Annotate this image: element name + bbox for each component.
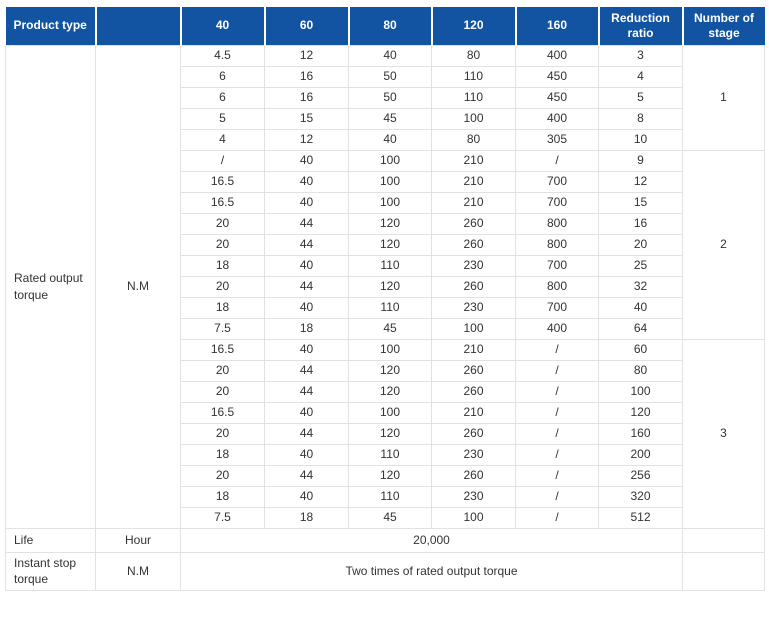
torque-value-cell: 210 [432, 150, 516, 171]
torque-value-cell: 260 [432, 276, 516, 297]
torque-value-cell: 12 [265, 129, 349, 150]
torque-value-cell: 60 [599, 339, 683, 360]
torque-value-cell: 100 [432, 318, 516, 339]
torque-value-cell: 7.5 [181, 507, 265, 528]
header-size-80: 80 [349, 7, 432, 45]
torque-value-cell: 120 [349, 423, 432, 444]
header-product-type: Product type [6, 7, 96, 45]
torque-value-cell: 120 [349, 465, 432, 486]
torque-value-cell: 110 [349, 255, 432, 276]
torque-value-cell: 260 [432, 360, 516, 381]
torque-value-cell: 40 [265, 339, 349, 360]
torque-value-cell: / [516, 486, 599, 507]
torque-value-cell: / [516, 507, 599, 528]
torque-value-cell: 100 [349, 192, 432, 213]
header-size-120: 120 [432, 7, 516, 45]
footer-blank-cell [683, 552, 765, 590]
torque-value-cell: 120 [349, 381, 432, 402]
torque-value-cell: 700 [516, 171, 599, 192]
product-spec-table [5, 7, 765, 591]
torque-value-cell: 160 [599, 423, 683, 444]
torque-value-cell: 50 [349, 87, 432, 108]
footer-blank-cell [683, 528, 765, 552]
footer-unit-cell: Hour [96, 528, 181, 552]
torque-value-cell: 20 [599, 234, 683, 255]
torque-value-cell: 512 [599, 507, 683, 528]
torque-value-cell: 16.5 [181, 171, 265, 192]
torque-value-cell: 260 [432, 213, 516, 234]
footer-label-cell: Instant stop torque [6, 552, 96, 590]
torque-value-cell: 305 [516, 129, 599, 150]
torque-value-cell: 700 [516, 297, 599, 318]
torque-value-cell: / [516, 423, 599, 444]
torque-value-cell: 20 [181, 213, 265, 234]
torque-value-cell: / [516, 444, 599, 465]
torque-value-cell: 16.5 [181, 339, 265, 360]
torque-value-cell: 20 [181, 381, 265, 402]
torque-value-cell: 200 [599, 444, 683, 465]
torque-value-cell: 110 [349, 444, 432, 465]
footer-unit-cell: N.M [96, 552, 181, 590]
torque-value-cell: / [516, 150, 599, 171]
torque-value-cell: 110 [349, 486, 432, 507]
torque-value-cell: 4 [599, 66, 683, 87]
torque-value-cell: 16.5 [181, 402, 265, 423]
torque-value-cell: 40 [265, 150, 349, 171]
torque-value-cell: 80 [432, 45, 516, 66]
torque-value-cell: 80 [599, 360, 683, 381]
footer-label-cell: Life [6, 528, 96, 552]
torque-value-cell: 45 [349, 108, 432, 129]
torque-value-cell: 100 [349, 402, 432, 423]
torque-value-cell: 15 [265, 108, 349, 129]
torque-value-cell: 4.5 [181, 45, 265, 66]
torque-value-cell: 450 [516, 66, 599, 87]
header-reduction-ratio: Reduction ratio [599, 7, 683, 45]
torque-value-cell: 40 [265, 297, 349, 318]
torque-value-cell: / [516, 381, 599, 402]
footer-value-cell: 20,000 [181, 528, 683, 552]
torque-value-cell: 9 [599, 150, 683, 171]
torque-value-cell: 110 [432, 87, 516, 108]
torque-value-cell: 210 [432, 339, 516, 360]
torque-value-cell: 32 [599, 276, 683, 297]
torque-value-cell: 44 [265, 213, 349, 234]
header-number-of-stage: Number of stage [683, 7, 765, 45]
torque-value-cell: 18 [181, 444, 265, 465]
torque-value-cell: 16 [599, 213, 683, 234]
torque-value-cell: 16.5 [181, 192, 265, 213]
stage-cell: 1 [683, 45, 765, 150]
torque-value-cell: 18 [181, 297, 265, 318]
torque-value-cell: / [181, 150, 265, 171]
torque-value-cell: / [516, 402, 599, 423]
torque-value-cell: 40 [349, 45, 432, 66]
torque-value-cell: 256 [599, 465, 683, 486]
life-row [6, 528, 765, 552]
stage-cell: 3 [683, 339, 765, 528]
torque-value-cell: 3 [599, 45, 683, 66]
torque-value-cell: 800 [516, 276, 599, 297]
torque-value-cell: 40 [265, 192, 349, 213]
torque-value-cell: 5 [181, 108, 265, 129]
torque-value-cell: 100 [432, 108, 516, 129]
torque-value-cell: 800 [516, 213, 599, 234]
torque-value-cell: 6 [181, 66, 265, 87]
torque-value-cell: 20 [181, 234, 265, 255]
torque-value-cell: 12 [265, 45, 349, 66]
torque-value-cell: 44 [265, 234, 349, 255]
torque-value-cell: 100 [349, 339, 432, 360]
torque-value-cell: 40 [265, 402, 349, 423]
torque-value-cell: 50 [349, 66, 432, 87]
torque-value-cell: 7.5 [181, 318, 265, 339]
torque-value-cell: 18 [265, 507, 349, 528]
header-size-40: 40 [181, 7, 265, 45]
torque-value-cell: 210 [432, 171, 516, 192]
torque-value-cell: 20 [181, 276, 265, 297]
torque-value-cell: 40 [599, 297, 683, 318]
torque-value-cell: 110 [432, 66, 516, 87]
torque-value-cell: 40 [265, 255, 349, 276]
torque-value-cell: 18 [181, 486, 265, 507]
torque-value-cell: 15 [599, 192, 683, 213]
torque-value-cell: 400 [516, 108, 599, 129]
torque-value-cell: 700 [516, 255, 599, 276]
torque-value-cell: 400 [516, 45, 599, 66]
torque-value-cell: 320 [599, 486, 683, 507]
torque-value-cell: 16 [265, 66, 349, 87]
torque-value-cell: 450 [516, 87, 599, 108]
torque-value-cell: / [516, 339, 599, 360]
torque-value-cell: 20 [181, 423, 265, 444]
torque-value-cell: 400 [516, 318, 599, 339]
header-size-60: 60 [265, 7, 349, 45]
torque-value-cell: 100 [349, 171, 432, 192]
torque-value-cell: 12 [599, 171, 683, 192]
torque-value-cell: 20 [181, 360, 265, 381]
header-unit-blank [96, 7, 181, 45]
torque-value-cell: 10 [599, 129, 683, 150]
torque-value-cell: 5 [599, 87, 683, 108]
torque-value-cell: 8 [599, 108, 683, 129]
torque-value-cell: 120 [599, 402, 683, 423]
torque-value-cell: 700 [516, 192, 599, 213]
torque-value-cell: 18 [181, 255, 265, 276]
torque-value-cell: 230 [432, 444, 516, 465]
torque-value-cell: 260 [432, 465, 516, 486]
torque-value-cell: 16 [265, 87, 349, 108]
torque-value-cell: 800 [516, 234, 599, 255]
torque-value-cell: 100 [349, 150, 432, 171]
stage-cell: 2 [683, 150, 765, 339]
torque-row [6, 45, 765, 66]
torque-value-cell: 25 [599, 255, 683, 276]
torque-value-cell: 40 [265, 444, 349, 465]
torque-value-cell: 210 [432, 402, 516, 423]
torque-value-cell: 44 [265, 465, 349, 486]
torque-value-cell: 120 [349, 360, 432, 381]
torque-value-cell: 64 [599, 318, 683, 339]
torque-value-cell: 45 [349, 507, 432, 528]
torque-value-cell: 44 [265, 381, 349, 402]
torque-value-cell: 44 [265, 423, 349, 444]
footer-value-cell: Two times of rated output torque [181, 552, 683, 590]
torque-value-cell: 230 [432, 255, 516, 276]
unit-cell: N.M [96, 45, 181, 528]
torque-value-cell: / [516, 360, 599, 381]
torque-value-cell: 230 [432, 486, 516, 507]
torque-value-cell: 260 [432, 423, 516, 444]
torque-value-cell: 120 [349, 276, 432, 297]
torque-value-cell: 40 [265, 171, 349, 192]
torque-value-cell: 120 [349, 234, 432, 255]
torque-value-cell: 45 [349, 318, 432, 339]
torque-value-cell: 4 [181, 129, 265, 150]
torque-value-cell: 40 [349, 129, 432, 150]
torque-value-cell: 210 [432, 192, 516, 213]
instant-stop-row [6, 552, 765, 590]
torque-value-cell: 100 [599, 381, 683, 402]
torque-value-cell: 260 [432, 381, 516, 402]
torque-value-cell: 18 [265, 318, 349, 339]
torque-value-cell: 44 [265, 276, 349, 297]
row-label-cell: Rated output torque [6, 45, 96, 528]
torque-value-cell: 80 [432, 129, 516, 150]
torque-value-cell: 110 [349, 297, 432, 318]
torque-value-cell: 40 [265, 486, 349, 507]
torque-value-cell: 230 [432, 297, 516, 318]
torque-value-cell: 20 [181, 465, 265, 486]
table-body [6, 45, 765, 590]
torque-value-cell: 100 [432, 507, 516, 528]
header-row [6, 7, 765, 45]
torque-value-cell: 260 [432, 234, 516, 255]
torque-value-cell: 44 [265, 360, 349, 381]
torque-value-cell: 120 [349, 213, 432, 234]
torque-value-cell: 6 [181, 87, 265, 108]
header-size-160: 160 [516, 7, 599, 45]
torque-value-cell: / [516, 465, 599, 486]
